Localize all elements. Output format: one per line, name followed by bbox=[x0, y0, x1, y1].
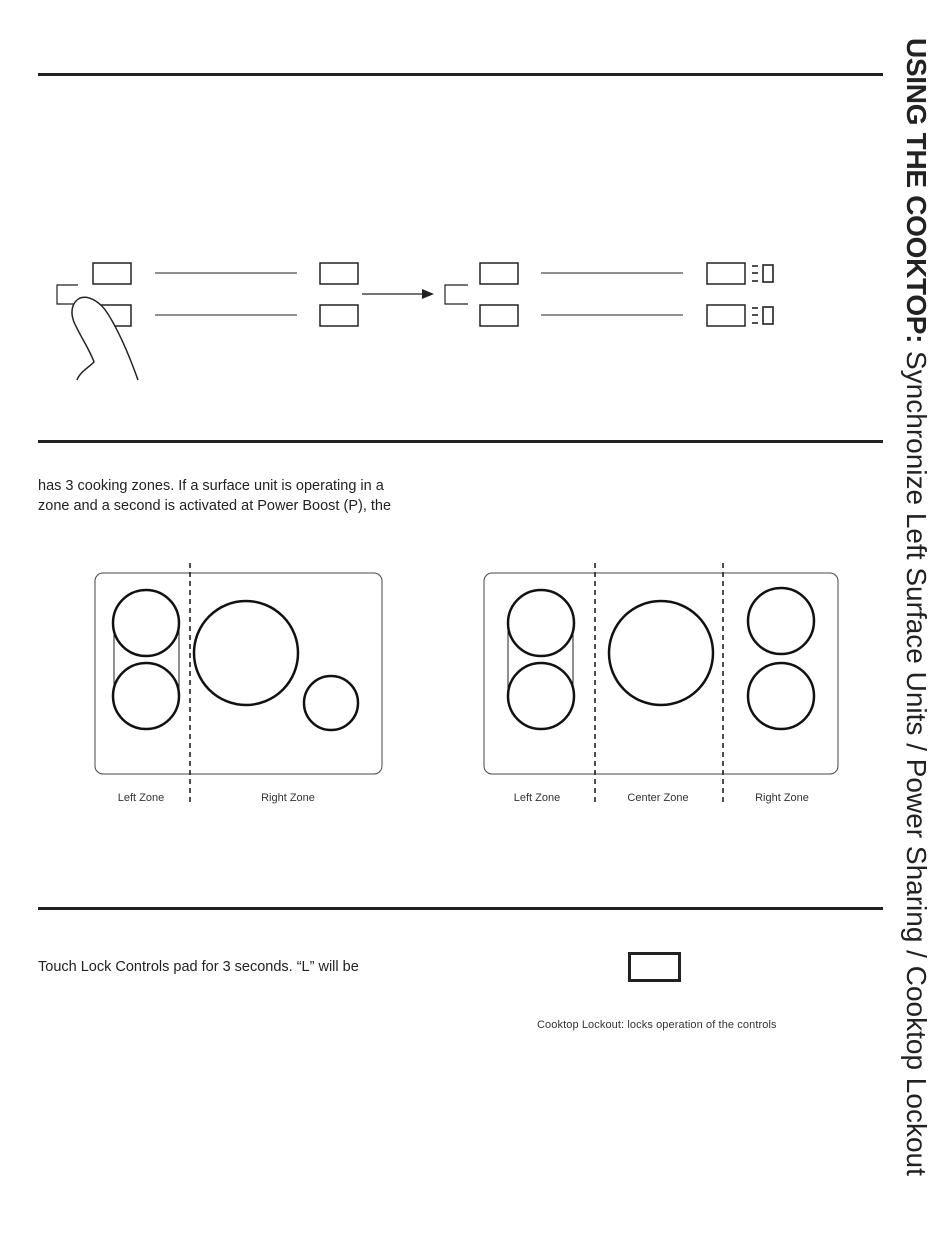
zone-label-right: Right Zone bbox=[755, 792, 809, 804]
zone-label-center: Center Zone bbox=[627, 792, 689, 804]
section-title-subtitle: Synchronize Left Surface Units / Power Sharing / Cooktop Lockout bbox=[901, 343, 932, 1176]
burner-icon bbox=[194, 601, 298, 705]
burner-icon bbox=[113, 590, 179, 656]
cooktop-three-zone bbox=[484, 563, 838, 804]
zone-label-right: Right Zone bbox=[261, 792, 315, 804]
lockout-paragraph: Touch Lock Controls pad for 3 seconds. “L” will be bbox=[38, 959, 359, 975]
power-sharing-line-1: has 3 cooking zones. If a surface unit is operating in a bbox=[38, 478, 384, 494]
burner-icon bbox=[748, 663, 814, 729]
burner-icon bbox=[748, 588, 814, 654]
burner-icon bbox=[304, 676, 358, 730]
cooktop-two-zone bbox=[95, 563, 382, 804]
power-sharing-line-2: zone and a second is activated at Power Boost (P), the bbox=[38, 498, 392, 514]
lockout-caption: Cooktop Lockout: locks operation of the controls bbox=[537, 1019, 777, 1031]
zone-label-left: Left Zone bbox=[117, 792, 165, 804]
zone-label-left: Left Zone bbox=[513, 792, 561, 804]
burner-icon bbox=[113, 663, 179, 729]
burner-icon bbox=[609, 601, 713, 705]
section-title-bold: USING THE COOKTOP: bbox=[901, 38, 932, 344]
section-rule-lockout bbox=[38, 907, 883, 910]
burner-icon bbox=[508, 590, 574, 656]
burner-icon bbox=[508, 663, 574, 729]
lock-controls-pad bbox=[628, 952, 681, 982]
